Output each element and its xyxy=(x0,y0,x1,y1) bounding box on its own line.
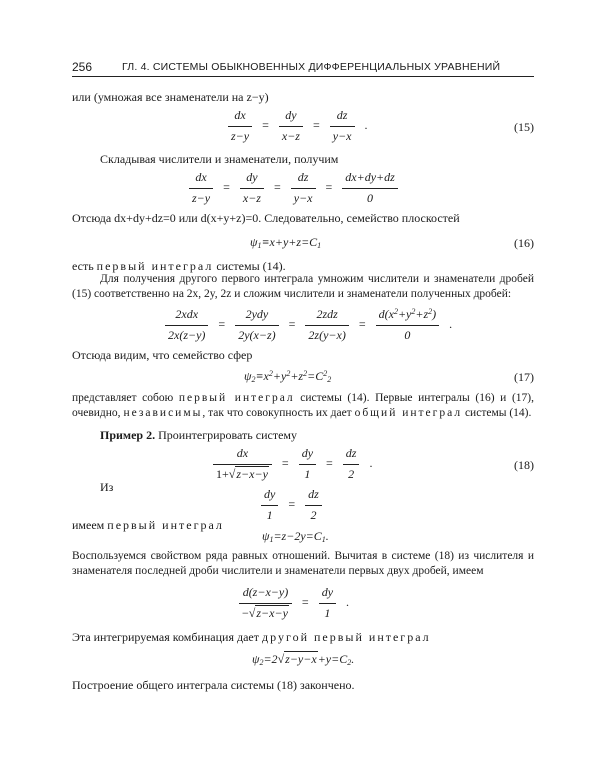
equation-psi1: $\psi_1=z-2y=C_1$. xyxy=(262,529,329,544)
text-imeem: имеем первый интеграл xyxy=(72,518,224,532)
equation-number-18: (18) xyxy=(514,458,534,472)
equation-spheres: $\frac{\text{2xdx}}{2x(z-y)}$ = $\frac{\text{2ydy}}{2y(x-z)}$ = $\frac{\text{2zdz}}{2z(y-x)}$ = $\frac{d(x^2+y^2+z^2)}{0}$ . xyxy=(162,307,456,343)
example-label: Пример 2. xyxy=(100,428,156,442)
equation-number-16: (16) xyxy=(514,236,534,250)
text-p5: Для получения другого первого интеграла умножим числители и знаменатели дробей (15) соответственно на 2x, 2y, 2z и сложим числители и знаменатели полученных дробей: xyxy=(72,273,534,300)
page-number: 256 xyxy=(72,60,93,74)
equation-18: $\frac{dx}{1+√z-x-y}$ = $\frac{dy}{1}$ = $\frac{dz}{2}$ . xyxy=(210,446,376,482)
text-p3: Отсюда dx+dy+dz=0 или d(x+y+z)=0. Следовательно, семейство плоскостей xyxy=(72,211,460,225)
equation-number-17: (17) xyxy=(514,370,534,384)
text-p2: Складывая числители и знаменатели, получим xyxy=(100,152,339,166)
fraction: $\frac{dy}{x-z}$ xyxy=(279,108,303,144)
text-p7: представляет собою первый интеграл системы (14). Первые интегралы (16) и (17), очевидно, независимы, так что совокупность их дает общий интеграл системы (14). xyxy=(72,392,534,419)
equation-sum: $\frac{dx}{z-y}$ = $\frac{dy}{x-z}$ = $\frac{dz}{y-x}$ = $\frac{dx+dy+dz}{0}$ xyxy=(186,170,401,206)
fraction: $\frac{dx}{z-y}$ xyxy=(228,108,252,144)
example-heading: Пример 2. Проинтегрировать систему xyxy=(100,428,298,442)
text-p1: или (умножая все знаменатели на z−y) xyxy=(72,90,269,104)
text-p4: есть первый интеграл системы (14). xyxy=(72,259,286,273)
spaced-term: первый интеграл xyxy=(96,259,214,273)
equation-17: $\psi_2\equiv x^2+y^2+z^2=C^2_2$ xyxy=(244,369,332,384)
equation-combination: $\frac{d(z-x-y)}{-√z-x-y}$ = $\frac{dy}{1}$ . xyxy=(236,585,353,621)
equation-16: $\psi_1\equiv x+y+z=C_1$ xyxy=(250,235,322,250)
fraction: $\frac{dz}{y-x}$ xyxy=(330,108,355,144)
text-p9: Эта интегрируемая комбинация дает другой первый интеграл xyxy=(72,630,431,644)
text-p10: Построение общего интеграла системы (18) закончено. xyxy=(72,678,355,692)
equation-15: $\frac{dx}{z-y}$ = $\frac{dy}{x-z}$ = $\frac{dz}{y-x}$ . xyxy=(225,108,372,144)
equation-iz: $\frac{dy}{1}$ = $\frac{dz}{2}$ xyxy=(258,487,325,523)
running-title: ГЛ. 4. СИСТЕМЫ ОБЫКНОВЕННЫХ ДИФФЕРЕНЦИАЛЬНЫХ УРАВНЕНИЙ xyxy=(122,61,501,73)
running-header xyxy=(72,60,534,77)
text-p6: Отсюда видим, что семейство сфер xyxy=(72,348,253,362)
equation-psi2: $\psi_2=2√z-y-x+y=C_2$. xyxy=(252,652,355,667)
text-p8: Воспользуемся свойством ряда равных отношений. Вычитая в системе (18) из числителя и знаменателя последней дроби числители и знаменатели первых двух дробей, имеем xyxy=(72,550,534,577)
text-iz: Из xyxy=(100,480,114,494)
equation-number-15: (15) xyxy=(514,120,534,134)
